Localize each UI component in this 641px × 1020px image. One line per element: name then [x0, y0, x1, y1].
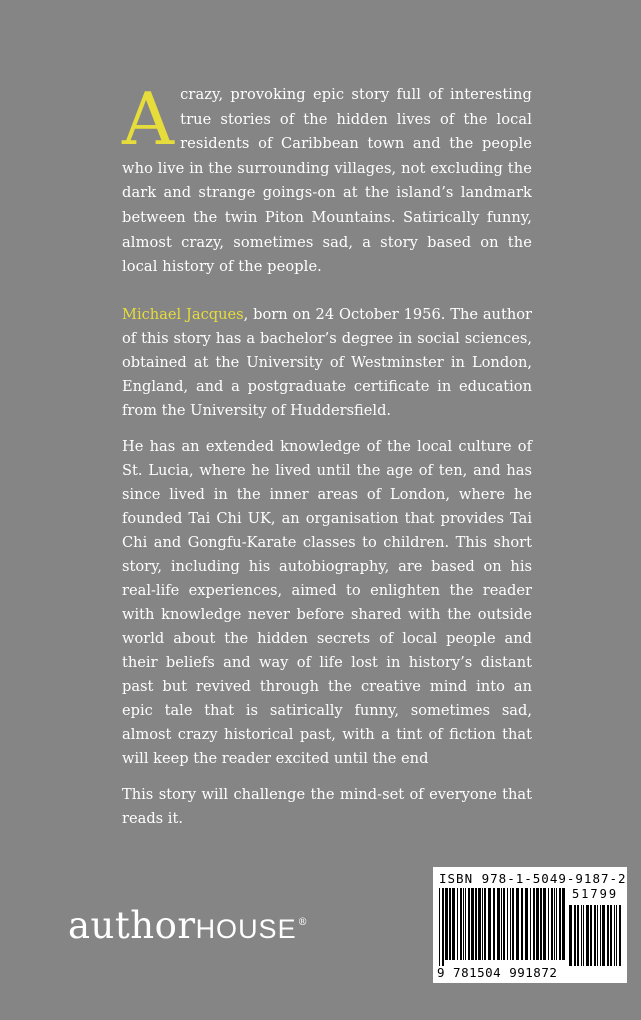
barcode-bar — [562, 888, 565, 960]
barcode-bar — [581, 905, 582, 966]
author-name: Michael Jacques — [122, 306, 244, 323]
barcode-bar — [607, 905, 609, 966]
barcode-bar — [478, 888, 481, 960]
barcode-bar — [497, 888, 500, 960]
barcode-bar — [574, 905, 576, 966]
barcode-bar — [445, 888, 448, 960]
isbn-barcode — [433, 867, 627, 983]
blurb-text: crazy, provoking epic story full of interesting true stories of the hidden lives of the local residents of Caribbean town and the people who live in the surrounding villages, not excluding the dark and strange goings-on at the island’s landmark between the twin Piton Mountains. Satirically funny, almost crazy, sometimes sad, a story based on the local history of the people. — [122, 86, 532, 276]
barcode-bar — [554, 888, 555, 960]
barcode-bar — [619, 905, 621, 966]
barcode-addon-digits: 51799 — [571, 887, 619, 901]
barcode-bar — [616, 905, 617, 966]
barcode-bar — [533, 888, 535, 960]
barcode-bar — [543, 888, 546, 960]
barcode-bar — [556, 888, 557, 960]
barcode-bar — [493, 888, 495, 960]
barcode-bar — [610, 905, 612, 966]
barcode-bar — [463, 888, 464, 960]
barcode-bar — [501, 888, 502, 960]
barcode-bar — [583, 905, 584, 966]
publisher-logo — [68, 904, 308, 947]
barcode-bar — [600, 905, 601, 966]
barcode-bar — [525, 888, 528, 960]
barcode-bar — [577, 905, 579, 966]
blurb — [122, 77, 532, 280]
barcode-bar — [507, 888, 508, 960]
barcode-bar — [590, 905, 592, 966]
barcode-bar — [439, 888, 440, 966]
barcode-bar — [512, 888, 514, 960]
barcode-bar — [540, 888, 542, 960]
barcode-bar — [449, 888, 451, 960]
barcode-bar — [551, 888, 553, 960]
barcode-bar — [460, 888, 462, 960]
bio-paragraph-1-text: , born on 24 October 1956. The author of this story has a bachelor’s degree in social sciences, obtained at the University of Westminster in London, England, and a postgraduate certificate in education from the University of Huddersfield. — [122, 306, 532, 419]
barcode-bar — [586, 905, 589, 966]
dropcap-letter: A — [122, 77, 175, 161]
logo-house-text: HOUSE — [195, 914, 297, 944]
barcode-bar — [475, 888, 477, 960]
author-bio — [122, 303, 532, 843]
barcode-bar — [442, 888, 444, 966]
logo-author-text: author — [68, 904, 196, 947]
barcode-bars-addon — [569, 905, 621, 966]
barcode-bar — [457, 888, 458, 960]
barcode-bar — [597, 905, 598, 966]
barcode-bar — [602, 905, 605, 966]
barcode-bar — [536, 888, 539, 960]
barcode-ean-digits: 9 781504 991872 — [437, 965, 558, 980]
barcode-bar — [484, 888, 486, 960]
barcode-bar — [594, 905, 596, 966]
barcode-bar — [516, 888, 519, 960]
barcode-bar — [614, 905, 615, 966]
barcode-bar — [521, 888, 523, 960]
bio-paragraph-1 — [122, 303, 532, 423]
barcode-bars-main — [439, 888, 565, 966]
bio-paragraph-2: He has an extended knowledge of the local culture of St. Lucia, where he lived until the age of ten, and has since lived in the inner areas of London, where he founded Tai Chi UK, an organisation that provides Tai Chi and Gongfu-Karate classes to children. This short story, including his autobiography, are based on his real-life experiences, aimed to enlighten the reader with knowledge never before shared with the outside world about the hidden secrets of local people and their beliefs and way of life lost in history’s distant past but revived through the creative mind into an epic tale that is satirically funny, sometimes sad, almost crazy historical past, with a tint of fiction that will keep the reader excited until the end — [122, 438, 532, 767]
barcode-bar — [510, 888, 511, 960]
barcode-bar — [468, 888, 470, 960]
registered-mark: ® — [297, 916, 309, 928]
barcode-bar — [548, 888, 549, 960]
barcode-bar — [559, 888, 561, 960]
barcode-bar — [452, 888, 455, 960]
barcode-bar — [569, 905, 572, 966]
barcode-bar — [503, 888, 505, 960]
barcode-bar — [471, 888, 474, 960]
barcode-bar — [488, 888, 491, 960]
isbn-label: ISBN 978-1-5049-9187-2 — [439, 871, 627, 886]
barcode-bar — [465, 888, 466, 960]
barcode-bar — [530, 888, 531, 960]
bio-paragraph-3: This story will challenge the mind-set of everyone that reads it. — [122, 786, 532, 827]
barcode-bar — [482, 888, 483, 960]
